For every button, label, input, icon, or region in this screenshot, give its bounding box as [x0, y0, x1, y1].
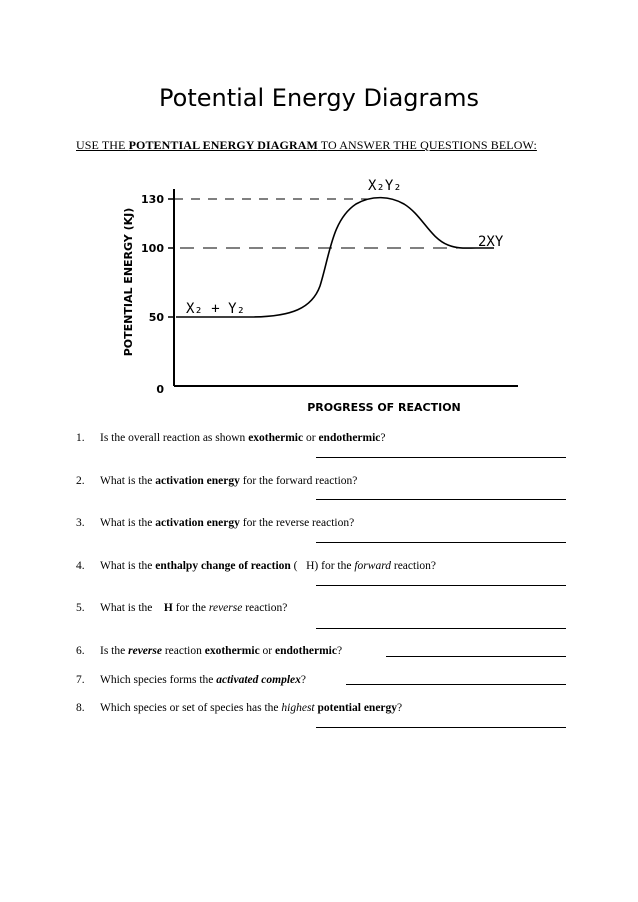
question-text: activation energy: [155, 517, 240, 529]
answer-line-2[interactable]: [316, 499, 566, 500]
y-tick-label-50: 50: [148, 311, 164, 324]
products-label: 2XY: [478, 234, 504, 250]
question-text: activation energy: [155, 475, 240, 487]
question-text: for the forward reaction?: [239, 475, 358, 487]
question-text: reaction?: [242, 602, 288, 614]
y-axis-title: POTENTIAL ENERGY (KJ): [122, 207, 135, 357]
question-text: activated complex: [216, 674, 301, 686]
instruction: USE THE POTENTIAL ENERGY DIAGRAM TO ANSWER THE QUESTIONS BELOW:: [76, 138, 537, 152]
y-tick-label-130: 130: [141, 193, 164, 206]
question-number: 8.: [76, 702, 85, 714]
question-2: [76, 475, 357, 487]
question-text: endothermic: [275, 645, 337, 657]
question-number: 5.: [76, 602, 85, 614]
question-text: ?: [300, 674, 306, 686]
question-text: reverse: [208, 602, 243, 614]
answer-line-8[interactable]: [316, 727, 566, 728]
x-axis-title: PROGRESS OF REACTION: [307, 401, 461, 414]
question-text: ( H) for the: [290, 560, 355, 572]
question-6: [76, 645, 342, 657]
question-number: 4.: [76, 560, 85, 572]
answer-line-7[interactable]: [346, 684, 566, 685]
question-text: endothermic: [318, 432, 381, 444]
activated-complex-label: X₂Y₂: [368, 178, 402, 194]
question-text: Is the: [100, 645, 129, 657]
question-number: 3.: [76, 517, 85, 529]
question-text: Which species forms the: [100, 674, 217, 686]
question-text: Which species or set of species has the: [100, 702, 282, 714]
question-text: exothermic: [204, 645, 260, 657]
question-4: [76, 560, 436, 572]
question-text: for the: [172, 602, 209, 614]
question-number: 7.: [76, 674, 85, 686]
question-3: [76, 517, 354, 529]
question-5: [76, 602, 287, 614]
question-text: reaction?: [391, 560, 437, 572]
question-1: [76, 432, 386, 444]
page-title: Potential Energy Diagrams: [159, 84, 479, 112]
question-text: What is the: [100, 475, 156, 487]
question-number: 1.: [76, 432, 85, 444]
energy-curve: [176, 198, 494, 317]
question-text: reaction: [161, 645, 205, 657]
question-number: 2.: [76, 475, 85, 487]
y-tick-label-100: 100: [141, 242, 164, 255]
question-text: or: [259, 645, 276, 657]
question-text: What is the: [100, 560, 156, 572]
reactants-label: X₂ + Y₂: [186, 301, 246, 317]
question-text: ?: [380, 432, 386, 444]
question-text: exothermic: [248, 432, 304, 444]
question-text: H: [163, 602, 173, 614]
question-text: potential energy: [317, 702, 398, 714]
question-text: or: [303, 432, 319, 444]
question-8: [76, 702, 402, 714]
question-text: forward: [354, 560, 391, 572]
question-text: What is the: [100, 602, 164, 614]
y-tick-label-0: 0: [156, 383, 164, 396]
instruction-bold: POTENTIAL ENERGY DIAGRAM: [128, 138, 318, 152]
question-text: highest: [281, 702, 315, 714]
question-number: 6.: [76, 645, 85, 657]
question-text: enthalpy change of reaction: [155, 560, 291, 572]
question-text: Is the overall reaction as shown: [100, 432, 249, 444]
answer-line-5[interactable]: [316, 628, 566, 629]
question-text: What is the: [100, 517, 156, 529]
answer-line-6[interactable]: [386, 656, 566, 657]
potential-energy-chart: [0, 160, 638, 422]
question-text: ?: [397, 702, 403, 714]
answer-line-1[interactable]: [316, 457, 566, 458]
answer-line-4[interactable]: [316, 585, 566, 586]
answer-line-3[interactable]: [316, 542, 566, 543]
question-text: for the reverse reaction?: [239, 517, 355, 529]
question-7: [76, 674, 306, 686]
question-text: ?: [336, 645, 343, 657]
question-text: reverse: [128, 645, 162, 657]
